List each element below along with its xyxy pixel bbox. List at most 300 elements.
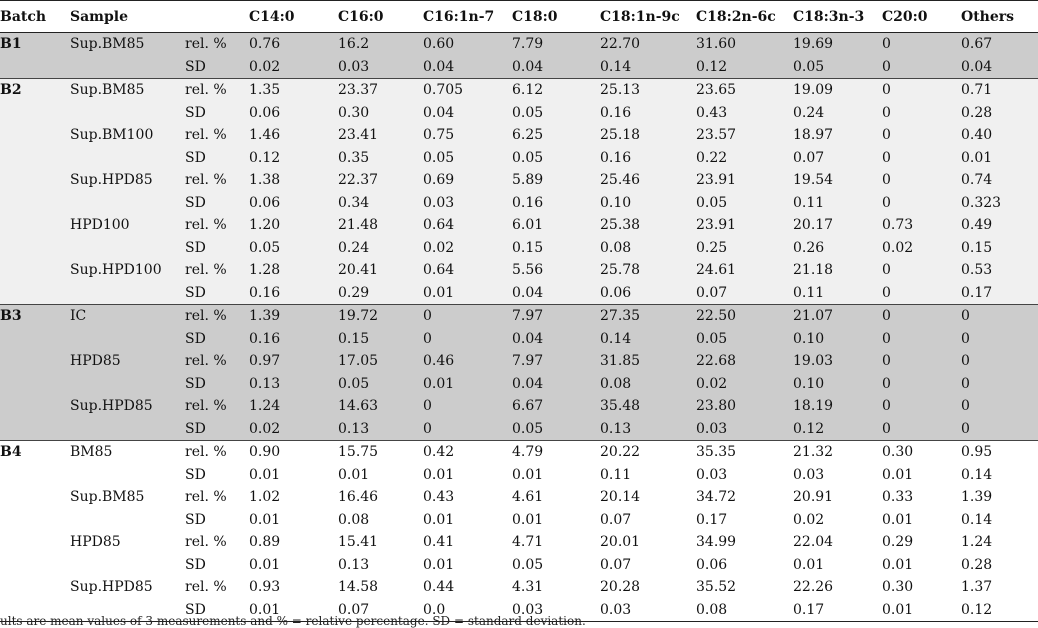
- value-cell: 0: [882, 373, 961, 396]
- value-cell: 0.13: [338, 554, 423, 577]
- sample-cell: [70, 328, 185, 351]
- value-cell: 0: [882, 56, 961, 79]
- sample-cell: [70, 554, 185, 577]
- value-cell: 0.03: [696, 464, 793, 487]
- batch-cell: [0, 282, 70, 305]
- header-c20-0: C20:0: [882, 1, 961, 33]
- value-cell: 0.11: [793, 192, 882, 215]
- value-cell: 0.14: [961, 509, 1038, 532]
- table-row: [0, 259, 1038, 282]
- value-cell: 23.37: [338, 79, 423, 102]
- value-cell: 0.22: [696, 147, 793, 170]
- value-cell: 0.69: [423, 169, 512, 192]
- value-cell: 0.24: [338, 237, 423, 260]
- value-cell: 0: [882, 124, 961, 147]
- table-row: [0, 554, 1038, 577]
- value-cell: 0.07: [600, 554, 696, 577]
- value-cell: 1.24: [961, 531, 1038, 554]
- table-row: [0, 305, 1038, 328]
- value-cell: 0.05: [512, 418, 600, 441]
- measure-cell: SD: [185, 418, 249, 441]
- header-measure: [185, 1, 249, 33]
- table-footnote: ults are mean values of 3 measurements and % = relative percentage. SD = standard deviation.: [0, 614, 586, 628]
- value-cell: 0.01: [423, 464, 512, 487]
- value-cell: 0.02: [882, 237, 961, 260]
- value-cell: 0.04: [423, 56, 512, 79]
- value-cell: 0.13: [249, 373, 338, 396]
- value-cell: 0.12: [961, 599, 1038, 622]
- value-cell: 0: [882, 282, 961, 305]
- value-cell: 0: [882, 33, 961, 56]
- value-cell: 0.89: [249, 531, 338, 554]
- value-cell: 0.17: [696, 509, 793, 532]
- sample-cell: [70, 418, 185, 441]
- batch-cell: [0, 576, 70, 599]
- value-cell: 0.16: [512, 192, 600, 215]
- value-cell: 0.0: [423, 599, 512, 622]
- value-cell: 0.02: [249, 56, 338, 79]
- sample-cell: [70, 237, 185, 260]
- header-sample: Sample: [70, 1, 185, 33]
- value-cell: 0.05: [249, 237, 338, 260]
- value-cell: 0.53: [961, 259, 1038, 282]
- value-cell: 0: [423, 395, 512, 418]
- value-cell: 0.15: [512, 237, 600, 260]
- value-cell: 0: [961, 395, 1038, 418]
- value-cell: 25.46: [600, 169, 696, 192]
- table-row: [0, 531, 1038, 554]
- value-cell: 0.06: [249, 102, 338, 125]
- header-c16-0: C16:0: [338, 1, 423, 33]
- value-cell: 6.01: [512, 214, 600, 237]
- value-cell: 0: [423, 328, 512, 351]
- value-cell: 20.17: [793, 214, 882, 237]
- sample-cell: IC: [70, 305, 185, 328]
- value-cell: 0: [961, 373, 1038, 396]
- value-cell: 4.61: [512, 486, 600, 509]
- value-cell: 4.79: [512, 441, 600, 464]
- value-cell: 17.05: [338, 350, 423, 373]
- value-cell: 22.37: [338, 169, 423, 192]
- table-row: [0, 328, 1038, 351]
- measure-cell: SD: [185, 599, 249, 622]
- value-cell: 0.44: [423, 576, 512, 599]
- header-c18-0: C18:0: [512, 1, 600, 33]
- value-cell: 20.22: [600, 441, 696, 464]
- table-row: [0, 373, 1038, 396]
- value-cell: 14.58: [338, 576, 423, 599]
- batch-cell: [0, 147, 70, 170]
- value-cell: 0.06: [249, 192, 338, 215]
- value-cell: 0.13: [338, 418, 423, 441]
- value-cell: 0: [882, 328, 961, 351]
- value-cell: 0.16: [249, 282, 338, 305]
- table-row: [0, 79, 1038, 102]
- header-c18-2n-6c: C18:2n-6c: [696, 1, 793, 33]
- value-cell: 0.06: [696, 554, 793, 577]
- batch-cell: [0, 509, 70, 532]
- batch-cell: B1: [0, 33, 70, 56]
- value-cell: 22.50: [696, 305, 793, 328]
- value-cell: 0: [882, 259, 961, 282]
- value-cell: 4.31: [512, 576, 600, 599]
- measure-cell: SD: [185, 102, 249, 125]
- table-row: [0, 509, 1038, 532]
- value-cell: 1.39: [249, 305, 338, 328]
- value-cell: 0.28: [961, 554, 1038, 577]
- value-cell: 0.06: [600, 282, 696, 305]
- value-cell: 0.02: [249, 418, 338, 441]
- value-cell: 19.09: [793, 79, 882, 102]
- value-cell: 0.05: [512, 147, 600, 170]
- value-cell: 0.03: [793, 464, 882, 487]
- value-cell: 15.41: [338, 531, 423, 554]
- table-row: [0, 418, 1038, 441]
- value-cell: 0: [961, 418, 1038, 441]
- value-cell: 0.02: [793, 509, 882, 532]
- value-cell: 15.75: [338, 441, 423, 464]
- value-cell: 0.02: [423, 237, 512, 260]
- value-cell: 0.03: [338, 56, 423, 79]
- measure-cell: rel. %: [185, 214, 249, 237]
- value-cell: 1.37: [961, 576, 1038, 599]
- value-cell: 20.41: [338, 259, 423, 282]
- value-cell: 0.24: [793, 102, 882, 125]
- value-cell: 0.10: [793, 373, 882, 396]
- sample-cell: [70, 509, 185, 532]
- value-cell: 6.12: [512, 79, 600, 102]
- batch-cell: [0, 373, 70, 396]
- value-cell: 0: [882, 350, 961, 373]
- value-cell: 25.38: [600, 214, 696, 237]
- value-cell: 21.07: [793, 305, 882, 328]
- value-cell: 0.30: [882, 441, 961, 464]
- value-cell: 0.64: [423, 214, 512, 237]
- value-cell: 34.99: [696, 531, 793, 554]
- value-cell: 1.28: [249, 259, 338, 282]
- value-cell: 0.01: [423, 282, 512, 305]
- value-cell: 0.43: [423, 486, 512, 509]
- value-cell: 0: [423, 305, 512, 328]
- table-row: [0, 56, 1038, 79]
- value-cell: 18.97: [793, 124, 882, 147]
- sample-cell: HPD100: [70, 214, 185, 237]
- value-cell: 14.63: [338, 395, 423, 418]
- table-row: [0, 441, 1038, 464]
- measure-cell: rel. %: [185, 350, 249, 373]
- value-cell: 35.35: [696, 441, 793, 464]
- value-cell: 0.04: [512, 328, 600, 351]
- value-cell: 0.12: [249, 147, 338, 170]
- value-cell: 23.57: [696, 124, 793, 147]
- value-cell: 0.12: [696, 56, 793, 79]
- value-cell: 0.14: [600, 56, 696, 79]
- value-cell: 0: [961, 350, 1038, 373]
- value-cell: 0.64: [423, 259, 512, 282]
- measure-cell: rel. %: [185, 576, 249, 599]
- value-cell: 0.74: [961, 169, 1038, 192]
- value-cell: 0.01: [882, 509, 961, 532]
- measure-cell: rel. %: [185, 33, 249, 56]
- value-cell: 22.68: [696, 350, 793, 373]
- value-cell: 20.14: [600, 486, 696, 509]
- value-cell: 34.72: [696, 486, 793, 509]
- batch-cell: [0, 259, 70, 282]
- value-cell: 0.01: [249, 554, 338, 577]
- sample-cell: BM85: [70, 441, 185, 464]
- value-cell: 19.54: [793, 169, 882, 192]
- value-cell: 0: [882, 192, 961, 215]
- value-cell: 0.01: [961, 147, 1038, 170]
- value-cell: 31.60: [696, 33, 793, 56]
- value-cell: 0.02: [696, 373, 793, 396]
- value-cell: 0.01: [512, 509, 600, 532]
- value-cell: 0.07: [338, 599, 423, 622]
- batch-cell: B3: [0, 305, 70, 328]
- value-cell: 1.02: [249, 486, 338, 509]
- value-cell: 0.49: [961, 214, 1038, 237]
- header-others: Others: [961, 1, 1038, 33]
- value-cell: 0: [882, 147, 961, 170]
- sample-cell: HPD85: [70, 531, 185, 554]
- measure-cell: SD: [185, 554, 249, 577]
- measure-cell: rel. %: [185, 531, 249, 554]
- value-cell: 25.18: [600, 124, 696, 147]
- value-cell: 6.67: [512, 395, 600, 418]
- sample-cell: Sup.HPD85: [70, 169, 185, 192]
- value-cell: 0: [882, 418, 961, 441]
- measure-cell: rel. %: [185, 79, 249, 102]
- value-cell: 0.28: [961, 102, 1038, 125]
- value-cell: 16.2: [338, 33, 423, 56]
- value-cell: 0.73: [882, 214, 961, 237]
- table-row: [0, 464, 1038, 487]
- value-cell: 25.78: [600, 259, 696, 282]
- batch-cell: [0, 554, 70, 577]
- value-cell: 0.33: [882, 486, 961, 509]
- measure-cell: SD: [185, 464, 249, 487]
- value-cell: 0.03: [600, 599, 696, 622]
- batch-cell: [0, 102, 70, 125]
- header-row: [0, 1, 1038, 33]
- value-cell: 27.35: [600, 305, 696, 328]
- value-cell: 0.04: [512, 282, 600, 305]
- value-cell: 1.39: [961, 486, 1038, 509]
- measure-cell: SD: [185, 328, 249, 351]
- value-cell: 0.40: [961, 124, 1038, 147]
- batch-cell: [0, 56, 70, 79]
- value-cell: 0.323: [961, 192, 1038, 215]
- value-cell: 7.79: [512, 33, 600, 56]
- value-cell: 0.05: [512, 102, 600, 125]
- value-cell: 6.25: [512, 124, 600, 147]
- value-cell: 0.01: [793, 554, 882, 577]
- value-cell: 0: [882, 169, 961, 192]
- value-cell: 0.08: [338, 509, 423, 532]
- value-cell: 0.08: [600, 373, 696, 396]
- value-cell: 0.01: [882, 554, 961, 577]
- value-cell: 0.11: [600, 464, 696, 487]
- table-row: [0, 124, 1038, 147]
- value-cell: 24.61: [696, 259, 793, 282]
- value-cell: 0: [882, 305, 961, 328]
- sample-cell: Sup.HPD100: [70, 259, 185, 282]
- value-cell: 0.93: [249, 576, 338, 599]
- batch-cell: [0, 418, 70, 441]
- sample-cell: [70, 373, 185, 396]
- value-cell: 0.01: [882, 464, 961, 487]
- value-cell: 0.76: [249, 33, 338, 56]
- header-c18-3n-3: C18:3n-3: [793, 1, 882, 33]
- value-cell: 23.80: [696, 395, 793, 418]
- value-cell: 0.15: [961, 237, 1038, 260]
- sample-cell: Sup.BM85: [70, 486, 185, 509]
- value-cell: 0.14: [600, 328, 696, 351]
- value-cell: 5.56: [512, 259, 600, 282]
- value-cell: 0.12: [793, 418, 882, 441]
- value-cell: 0.01: [512, 464, 600, 487]
- measure-cell: SD: [185, 192, 249, 215]
- table-row: [0, 282, 1038, 305]
- measure-cell: SD: [185, 147, 249, 170]
- value-cell: 0.01: [249, 599, 338, 622]
- table-row: [0, 169, 1038, 192]
- batch-cell: [0, 464, 70, 487]
- value-cell: 0.05: [793, 56, 882, 79]
- value-cell: 31.85: [600, 350, 696, 373]
- batch-cell: [0, 328, 70, 351]
- measure-cell: SD: [185, 509, 249, 532]
- batch-cell: [0, 395, 70, 418]
- batch-cell: B2: [0, 79, 70, 102]
- value-cell: 0.11: [793, 282, 882, 305]
- value-cell: 1.46: [249, 124, 338, 147]
- value-cell: 0.16: [600, 147, 696, 170]
- value-cell: 0.95: [961, 441, 1038, 464]
- table-row: [0, 192, 1038, 215]
- value-cell: 0.16: [249, 328, 338, 351]
- value-cell: 0.30: [882, 576, 961, 599]
- sample-cell: [70, 56, 185, 79]
- batch-cell: B4: [0, 441, 70, 464]
- sample-cell: Sup.HPD85: [70, 395, 185, 418]
- value-cell: 19.03: [793, 350, 882, 373]
- batch-cell: [0, 237, 70, 260]
- header-c16-1n-7: C16:1n-7: [423, 1, 512, 33]
- value-cell: 0.71: [961, 79, 1038, 102]
- batch-cell: [0, 531, 70, 554]
- batch-cell: [0, 192, 70, 215]
- measure-cell: rel. %: [185, 124, 249, 147]
- measure-cell: rel. %: [185, 486, 249, 509]
- value-cell: 35.52: [696, 576, 793, 599]
- sample-cell: Sup.HPD85: [70, 576, 185, 599]
- measure-cell: rel. %: [185, 259, 249, 282]
- value-cell: 0.07: [696, 282, 793, 305]
- value-cell: 23.91: [696, 169, 793, 192]
- value-cell: 0: [882, 79, 961, 102]
- sample-cell: Sup.BM100: [70, 124, 185, 147]
- value-cell: 0.01: [882, 599, 961, 622]
- value-cell: 23.91: [696, 214, 793, 237]
- batch-cell: [0, 124, 70, 147]
- table-row: [0, 214, 1038, 237]
- header-c14-0: C14:0: [249, 1, 338, 33]
- sample-cell: [70, 282, 185, 305]
- value-cell: 16.46: [338, 486, 423, 509]
- value-cell: 0: [882, 395, 961, 418]
- value-cell: 0.04: [512, 56, 600, 79]
- value-cell: 0.01: [423, 554, 512, 577]
- table-row: [0, 395, 1038, 418]
- table-row: [0, 576, 1038, 599]
- batch-cell: [0, 214, 70, 237]
- value-cell: 0.01: [338, 464, 423, 487]
- value-cell: 0.10: [600, 192, 696, 215]
- measure-cell: rel. %: [185, 441, 249, 464]
- sample-cell: [70, 102, 185, 125]
- value-cell: 0.25: [696, 237, 793, 260]
- value-cell: 0.17: [961, 282, 1038, 305]
- value-cell: 0.29: [338, 282, 423, 305]
- value-cell: 25.13: [600, 79, 696, 102]
- value-cell: 0.30: [338, 102, 423, 125]
- value-cell: 0.04: [423, 102, 512, 125]
- value-cell: 0.10: [793, 328, 882, 351]
- value-cell: 19.72: [338, 305, 423, 328]
- value-cell: 0.05: [423, 147, 512, 170]
- measure-cell: SD: [185, 373, 249, 396]
- value-cell: 20.01: [600, 531, 696, 554]
- value-cell: 0.60: [423, 33, 512, 56]
- value-cell: 0.13: [600, 418, 696, 441]
- table-body: [0, 33, 1038, 622]
- table-row: [0, 237, 1038, 260]
- table-row: [0, 350, 1038, 373]
- measure-cell: rel. %: [185, 169, 249, 192]
- value-cell: 5.89: [512, 169, 600, 192]
- measure-cell: rel. %: [185, 395, 249, 418]
- value-cell: 1.20: [249, 214, 338, 237]
- value-cell: 0.05: [338, 373, 423, 396]
- measure-cell: rel. %: [185, 305, 249, 328]
- value-cell: 0.04: [961, 56, 1038, 79]
- value-cell: 18.19: [793, 395, 882, 418]
- value-cell: 23.65: [696, 79, 793, 102]
- value-cell: 0.03: [696, 418, 793, 441]
- value-cell: 0.41: [423, 531, 512, 554]
- value-cell: 1.24: [249, 395, 338, 418]
- value-cell: 0.97: [249, 350, 338, 373]
- value-cell: 0.34: [338, 192, 423, 215]
- value-cell: 35.48: [600, 395, 696, 418]
- header-batch: Batch: [0, 1, 70, 33]
- sample-cell: Sup.BM85: [70, 33, 185, 56]
- value-cell: 0: [423, 418, 512, 441]
- sample-cell: [70, 192, 185, 215]
- batch-cell: [0, 486, 70, 509]
- value-cell: 0.07: [600, 509, 696, 532]
- value-cell: 19.69: [793, 33, 882, 56]
- batch-cell: [0, 169, 70, 192]
- batch-cell: [0, 350, 70, 373]
- sample-cell: [70, 464, 185, 487]
- value-cell: 1.38: [249, 169, 338, 192]
- value-cell: 0.03: [423, 192, 512, 215]
- value-cell: 22.70: [600, 33, 696, 56]
- value-cell: 0.07: [793, 147, 882, 170]
- value-cell: 0.08: [600, 237, 696, 260]
